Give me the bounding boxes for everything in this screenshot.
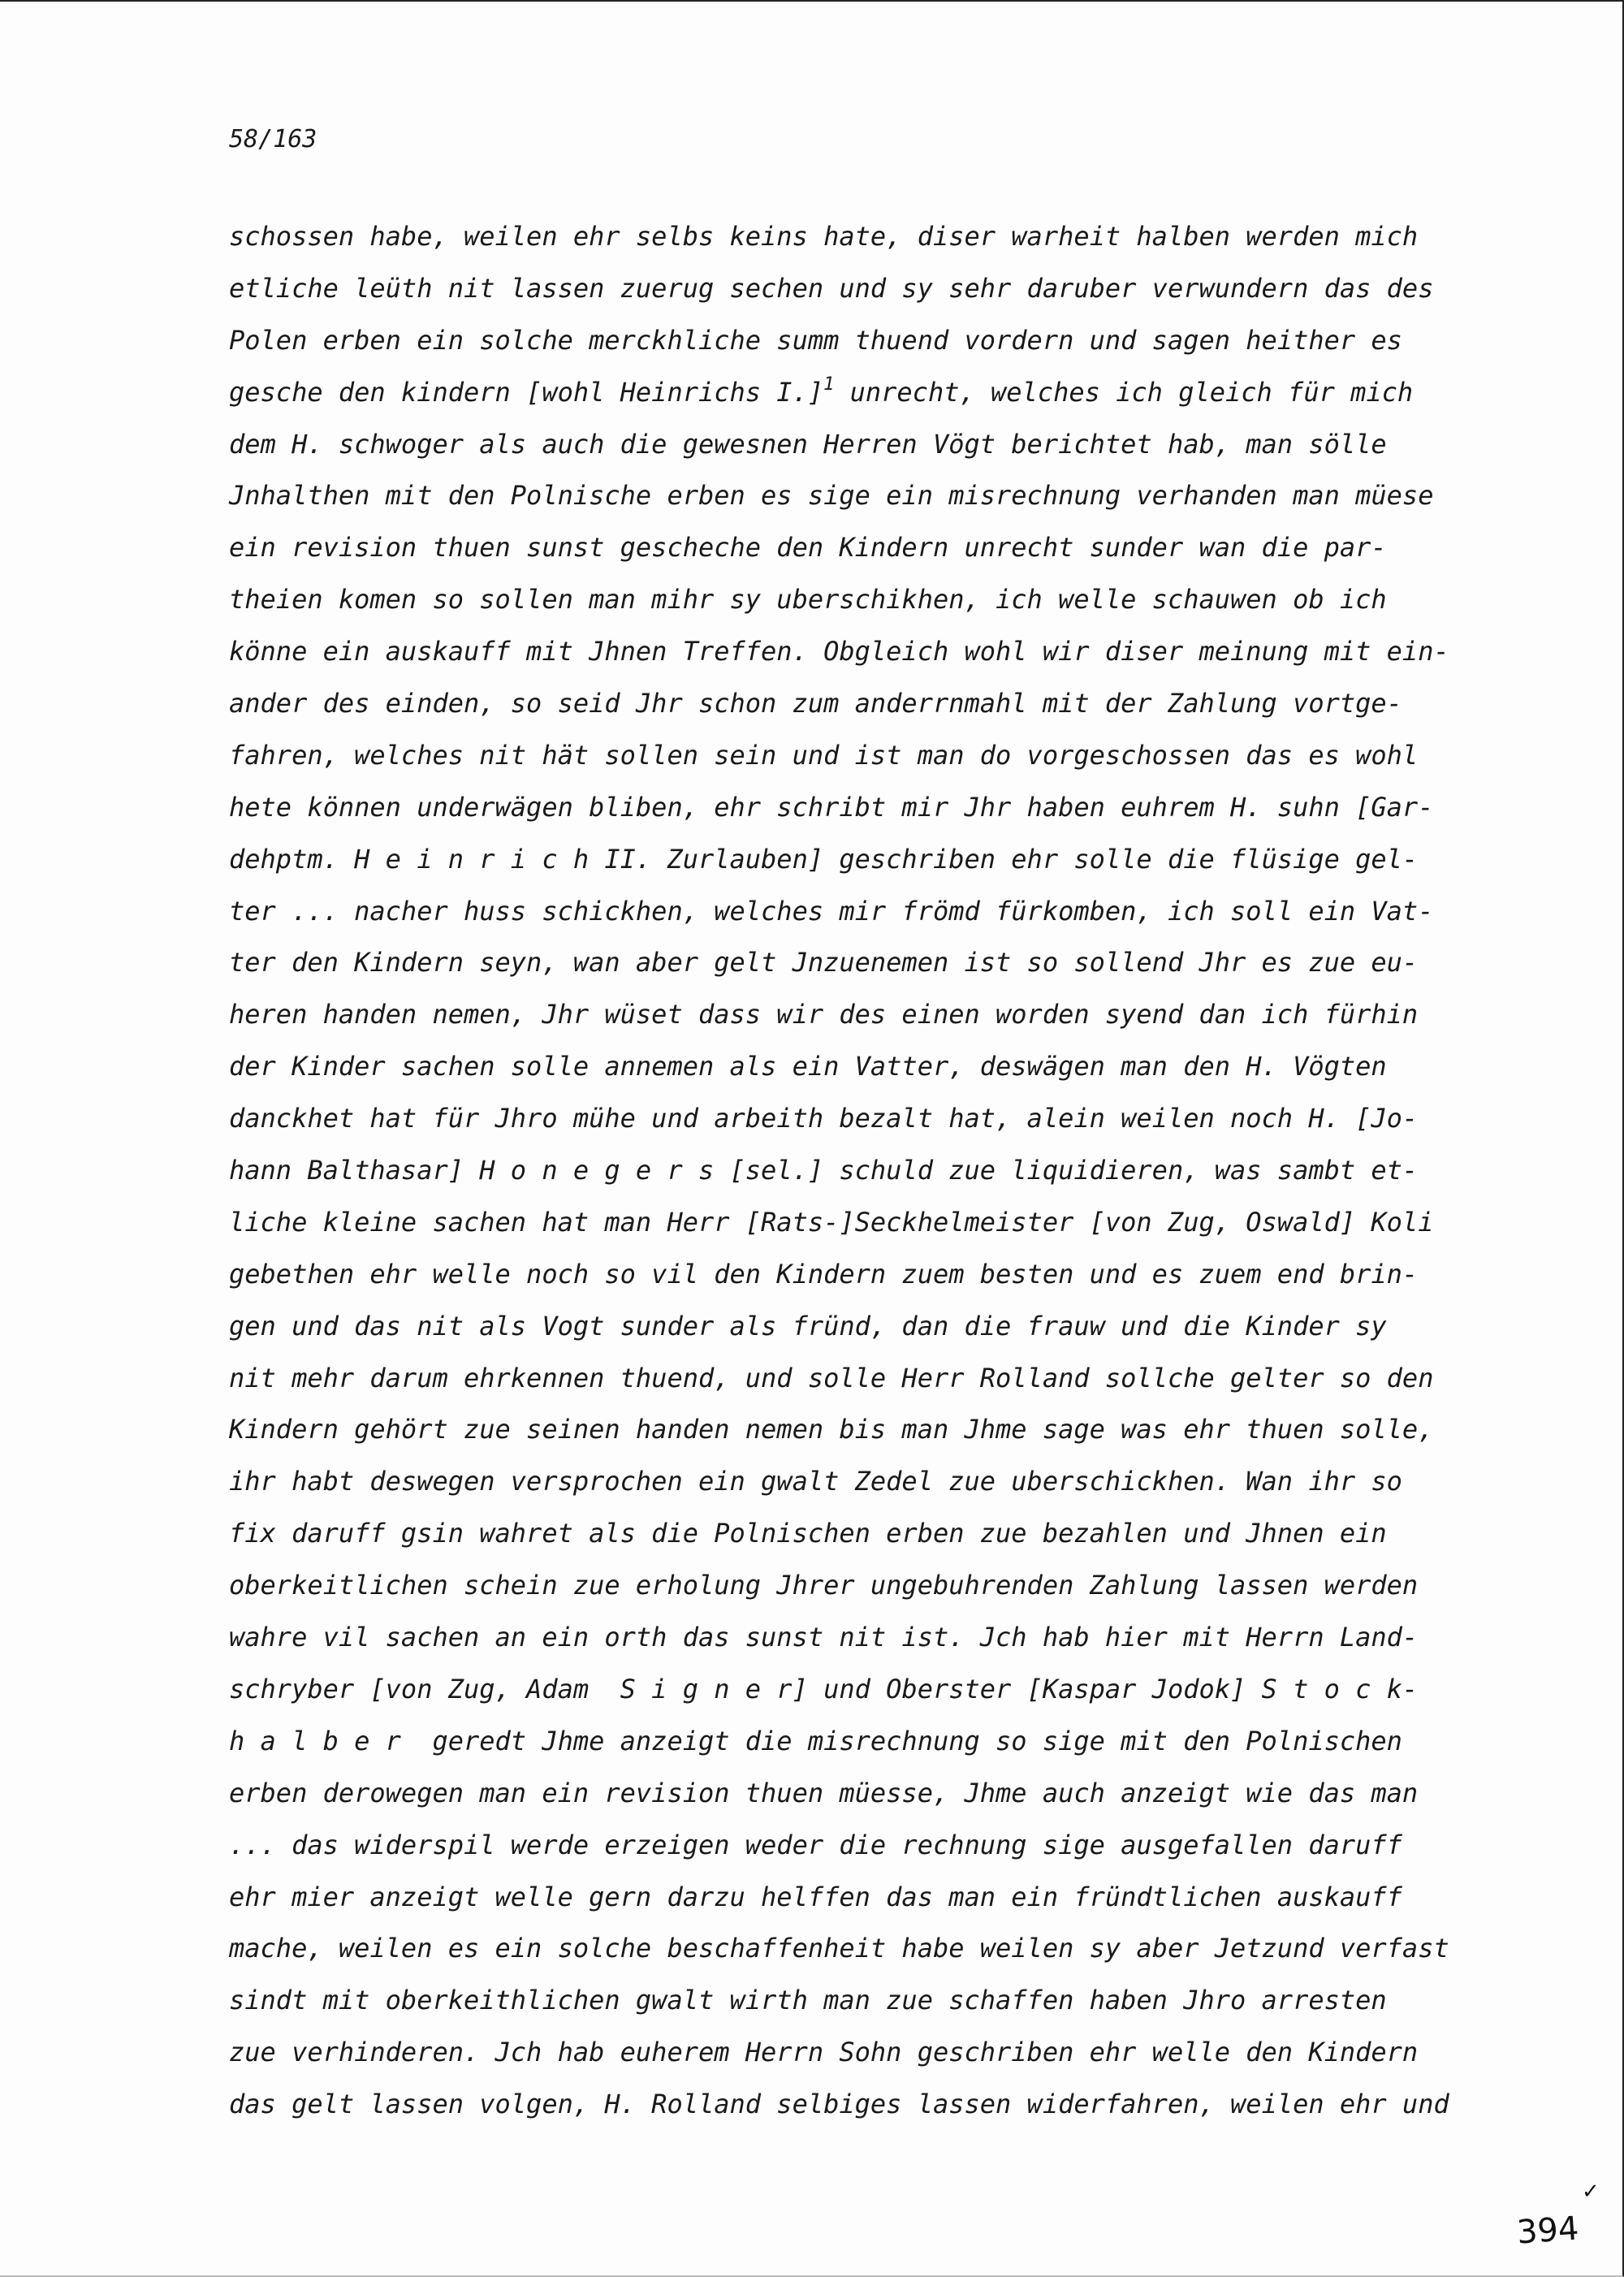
line-text: etliche leüth nit lassen zuerug sechen und sy sehr daruber verwundern das des <box>229 272 1434 304</box>
text-line <box>229 470 1528 522</box>
text-line <box>229 1145 1528 1197</box>
text-line <box>229 522 1528 574</box>
line-text: ander des einden, so seid Jhr schon zum anderrnmahl mit der Zahlung vortge- <box>229 688 1402 719</box>
line-text: ter ... nacher huss schickhen, welches mir frömd fürkomben, ich soll ein Vat- <box>229 895 1434 927</box>
text-line <box>229 782 1528 834</box>
line-text: fahren, welches nit hät sollen sein und ist man do vorgeschossen das es wohl <box>229 739 1419 771</box>
line-text: Polen erben ein solche merckhliche summ thuend vordern und sagen heither es <box>229 324 1402 356</box>
line-text: ter den Kindern seyn, wan aber gelt Jnzuenemen ist so sollend Jhr es zue eu- <box>229 947 1419 979</box>
text-line <box>229 1249 1528 1301</box>
line-text: erben derowegen man ein revision thuen müesse, Jhme auch anzeigt wie das man <box>229 1777 1419 1808</box>
text-line <box>229 989 1528 1041</box>
line-text: dehptm. H e i n r i c h II. Zurlauben] geschriben ehr solle die flüsige gel- <box>229 843 1419 875</box>
line-text: zue verhinderen. Jch hab euherem Herrn Sohn geschriben ehr welle den Kindern <box>229 2037 1419 2068</box>
text-line <box>229 1456 1528 1508</box>
text-line <box>229 1975 1528 2027</box>
folio-number: 58/163 <box>229 125 317 153</box>
text-line <box>229 419 1528 471</box>
text-line <box>229 1664 1528 1716</box>
text-line <box>229 626 1528 678</box>
line-text: h a l b e r geredt Jhme anzeigt die misrechnung so sige mit den Polnischen <box>229 1725 1402 1756</box>
text-line <box>229 886 1528 938</box>
line-text: dem H. schwoger als auch die gewesnen Herren Vögt berichtet hab, man sölle <box>229 428 1387 460</box>
line-text: Jnhalthen mit den Polnische erben es sige ein misrechnung verhanden man müese <box>229 480 1434 512</box>
line-text: schossen habe, weilen ehr selbs keins hate, diser warheit halben werden mich <box>229 221 1419 252</box>
line-text: ein revision thuen sunst gescheche den Kindern unrecht sunder wan die par- <box>229 532 1387 564</box>
line-text: theien komen so sollen man mihr sy uberschikhen, ich welle schauwen ob ich <box>229 584 1387 616</box>
text-line <box>229 1612 1528 1664</box>
text-line <box>229 2027 1528 2079</box>
line-text: heren handen nemen, Jhr wüset dass wir des einen worden syend dan ich fürhin <box>229 999 1419 1030</box>
text-line <box>229 678 1528 730</box>
line-text: gebethen ehr welle noch so vil den Kindern zuem besten und es zuem end brin- <box>229 1258 1419 1290</box>
line-text: Kindern gehört zue seinen handen nemen bis man Jhme sage was ehr thuen solle, <box>229 1414 1434 1445</box>
text-line <box>229 1716 1528 1768</box>
text-line <box>229 574 1528 626</box>
line-text: sindt mit oberkeithlichen gwalt wirth man zue schaffen haben Jhro arresten <box>229 1985 1387 2016</box>
text-line <box>229 937 1528 989</box>
text-line <box>229 1508 1528 1560</box>
line-text: nit mehr darum ehrkennen thuend, und solle Herr Rolland sollche gelter so den <box>229 1362 1434 1393</box>
line-text: ehr mier anzeigt welle gern darzu helffen das man ein fründtlichen auskauff <box>229 1881 1402 1912</box>
text-line <box>229 263 1528 315</box>
line-text: ihr habt deswegen versprochen ein gwalt Zedel zue uberschickhen. Wan ihr so <box>229 1466 1402 1497</box>
line-text: der Kinder sachen solle annemen als ein Vatter, deswägen man den H. Vögten <box>229 1051 1387 1082</box>
line-text: hann Balthasar] H o n e g e r s [sel.] schuld zue liquidieren, was sambt et- <box>229 1155 1419 1186</box>
text-line <box>229 1353 1528 1405</box>
line-text: könne ein auskauff mit Jhnen Treffen. Obgleich wohl wir diser meinung mit ein- <box>229 636 1449 668</box>
text-line <box>229 1923 1528 1975</box>
line-text: wahre vil sachen an ein orth das sunst nit ist. Jch hab hier mit Herrn Land- <box>229 1622 1419 1653</box>
page-stamp-number: 394 <box>1515 2210 1580 2252</box>
text-line <box>229 1404 1528 1456</box>
text-line <box>229 1820 1528 1872</box>
text-line <box>229 1560 1528 1612</box>
text-line <box>229 2079 1528 2131</box>
line-text: hete können underwägen bliben, ehr schribt mir Jhr haben euhrem H. suhn [Gar- <box>229 791 1434 823</box>
text-line <box>229 1093 1528 1145</box>
line-text: gen und das nit als Vogt sunder als fründ, dan die frauw und die Kinder sy <box>229 1310 1387 1342</box>
document-body <box>229 211 1528 2131</box>
line-text: das gelt lassen volgen, H. Rolland selbiges lassen widerfahren, weilen ehr und <box>229 2089 1449 2120</box>
text-line <box>229 367 1528 419</box>
line-text: ... das widerspil werde erzeigen weder die rechnung sige ausgefallen daruff <box>229 1829 1402 1860</box>
line-text: oberkeitlichen schein zue erholung Jhrer ungebuhrenden Zahlung lassen werden <box>229 1570 1419 1601</box>
stamp-checkmark: ✓ <box>1582 2180 1600 2204</box>
text-line <box>229 1768 1528 1820</box>
line-text-continued: unrecht, welches ich gleich für mich <box>834 376 1414 408</box>
line-text: liche kleine sachen hat man Herr [Rats-]Seckhelmeister [von Zug, Oswald] Koli <box>229 1206 1434 1238</box>
line-text: mache, weilen es ein solche beschaffenheit habe weilen sy aber Jetzund verfast <box>229 1933 1449 1964</box>
text-line <box>229 211 1528 263</box>
line-text: danckhet hat für Jhro mühe und arbeith bezalt hat, alein weilen noch H. [Jo- <box>229 1103 1419 1134</box>
text-line <box>229 1872 1528 1924</box>
text-line <box>229 730 1528 782</box>
line-text: gesche den kindern [wohl Heinrichs I.] <box>229 376 824 408</box>
line-text: schryber [von Zug, Adam S i g n e r] und Oberster [Kaspar Jodok] S t o c k- <box>229 1673 1419 1705</box>
text-line <box>229 834 1528 886</box>
line-text: fix daruff gsin wahret als die Polnischen erben zue bezahlen und Jhnen ein <box>229 1518 1387 1549</box>
text-line <box>229 315 1528 367</box>
text-line <box>229 1301 1528 1353</box>
text-line <box>229 1041 1528 1093</box>
footnote-marker: 1 <box>823 374 835 395</box>
text-line <box>229 1197 1528 1249</box>
